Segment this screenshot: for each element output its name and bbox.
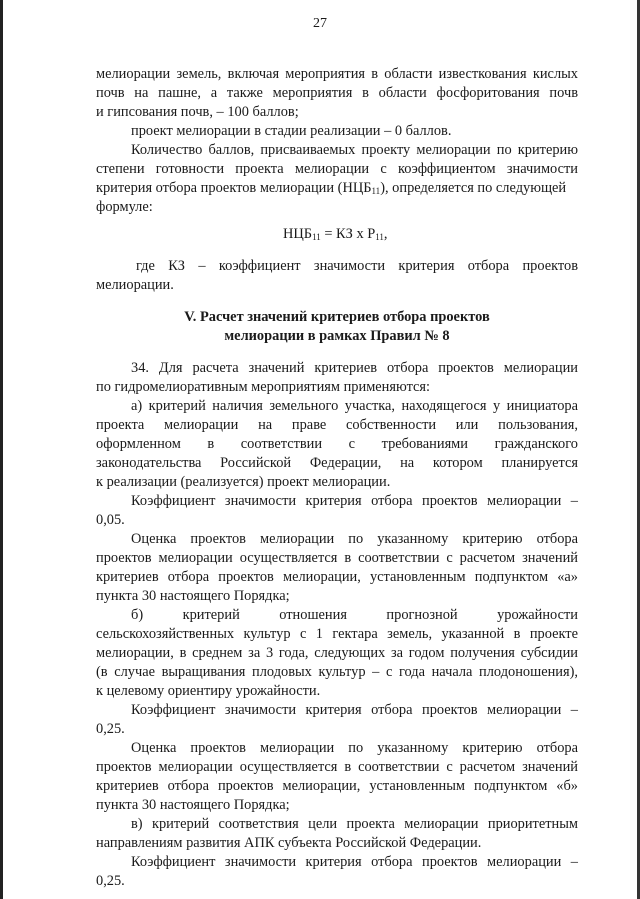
text-line: Коэффициент значимости критерия отбора проектов мелиорации – xyxy=(131,854,578,870)
formula-part: , xyxy=(383,226,388,242)
text-line: 0,25. xyxy=(96,873,125,889)
scan-border-left xyxy=(0,0,3,899)
text-line: б) критерий отношения прогнозной урожайности xyxy=(131,607,578,623)
formula-part: НЦБ xyxy=(283,226,313,242)
subscript: 11 xyxy=(375,232,384,242)
text-fragment: критерия отбора проектов мелиорации (НЦБ xyxy=(96,180,372,196)
text-line: мелиорации, в среднем за 3 года, следующих за годом получения субсидии xyxy=(96,645,578,661)
text-line: пункта 30 настоящего Порядка; xyxy=(96,797,290,813)
text-line: формуле: xyxy=(96,199,153,215)
text-line: проектов мелиорации осуществляется в соответствии с расчетом значений xyxy=(96,759,578,775)
text-line: 0,25. xyxy=(96,721,125,737)
text-line: где КЗ – коэффициент значимости критерия отбора проектов xyxy=(136,258,578,274)
text-line: и гипсования почв, – 100 баллов; xyxy=(96,104,299,120)
text-line-with-subscript xyxy=(96,180,578,197)
subscript: 11 xyxy=(312,232,321,242)
text-line: оформленном в соответствии с требованиями гражданского xyxy=(96,436,578,452)
text-line: проект мелиорации в стадии реализации – 0 баллов. xyxy=(131,123,452,139)
text-line: проектов мелиорации осуществляется в соответствии с расчетом значений xyxy=(96,550,578,566)
text-line: мелиорации. xyxy=(96,277,174,293)
text-line: (в случае выращивания плодовых культур – с года начала плодоношения), xyxy=(96,664,578,680)
text-fragment: ), определяется по следующей xyxy=(380,180,567,196)
text-line: по гидромелиоративным мероприятиям применяются: xyxy=(96,379,431,395)
text-line: степени готовности проекта мелиорации с коэффициентом значимости xyxy=(96,161,578,177)
subscript: 11 xyxy=(371,186,381,196)
text-line: направлениям развития АПК субъекта Российской Федерации. xyxy=(96,835,482,851)
text-line: Оценка проектов мелиорации по указанному критерию отбора xyxy=(131,531,578,547)
formula-part: = КЗ х Р xyxy=(320,226,376,242)
text-line: в) критерий соответствия цели проекта мелиорации приоритетным xyxy=(131,816,578,832)
text-line: критериев отбора проектов мелиорации, установленным подпунктом «а» xyxy=(96,569,578,585)
text-line: 0,05. xyxy=(96,512,125,528)
text-line: к реализации (реализуется) проект мелиорации. xyxy=(96,474,391,490)
text-line: Количество баллов, присваиваемых проекту мелиорации по критерию xyxy=(131,142,578,158)
section-heading-line-2: мелиорации в рамках Правил № 8 xyxy=(224,328,450,344)
text-line: Коэффициент значимости критерия отбора проектов мелиорации – xyxy=(131,702,578,718)
text-line: а) критерий наличия земельного участка, находящегося у инициатора xyxy=(131,398,578,414)
text-line: к целевому ориентиру урожайности. xyxy=(96,683,321,699)
formula xyxy=(283,226,443,243)
text-line: почв на пашне, а также мероприятия в области фосфоритования почв xyxy=(96,85,578,101)
text-line: критериев отбора проектов мелиорации, установленным подпунктом «б» xyxy=(96,778,578,794)
text-line: законодательства Российской Федерации, на котором планируется xyxy=(96,455,578,471)
text-line: 34. Для расчета значений критериев отбора проектов мелиорации xyxy=(131,360,578,376)
text-line: сельскохозяйственных культур с 1 гектара земель, указанной в проекте xyxy=(96,626,578,642)
text-line: Коэффициент значимости критерия отбора проектов мелиорации – xyxy=(131,493,578,509)
page-number: 27 xyxy=(313,16,327,31)
text-line: мелиорации земель, включая мероприятия в области известкования кислых xyxy=(96,66,578,82)
text-line: проекта мелиорации на праве собственности или пользования, xyxy=(96,417,578,433)
section-heading-line-1: V. Расчет значений критериев отбора проектов xyxy=(184,309,490,325)
text-line: Оценка проектов мелиорации по указанному критерию отбора xyxy=(131,740,578,756)
text-line: пункта 30 настоящего Порядка; xyxy=(96,588,290,604)
